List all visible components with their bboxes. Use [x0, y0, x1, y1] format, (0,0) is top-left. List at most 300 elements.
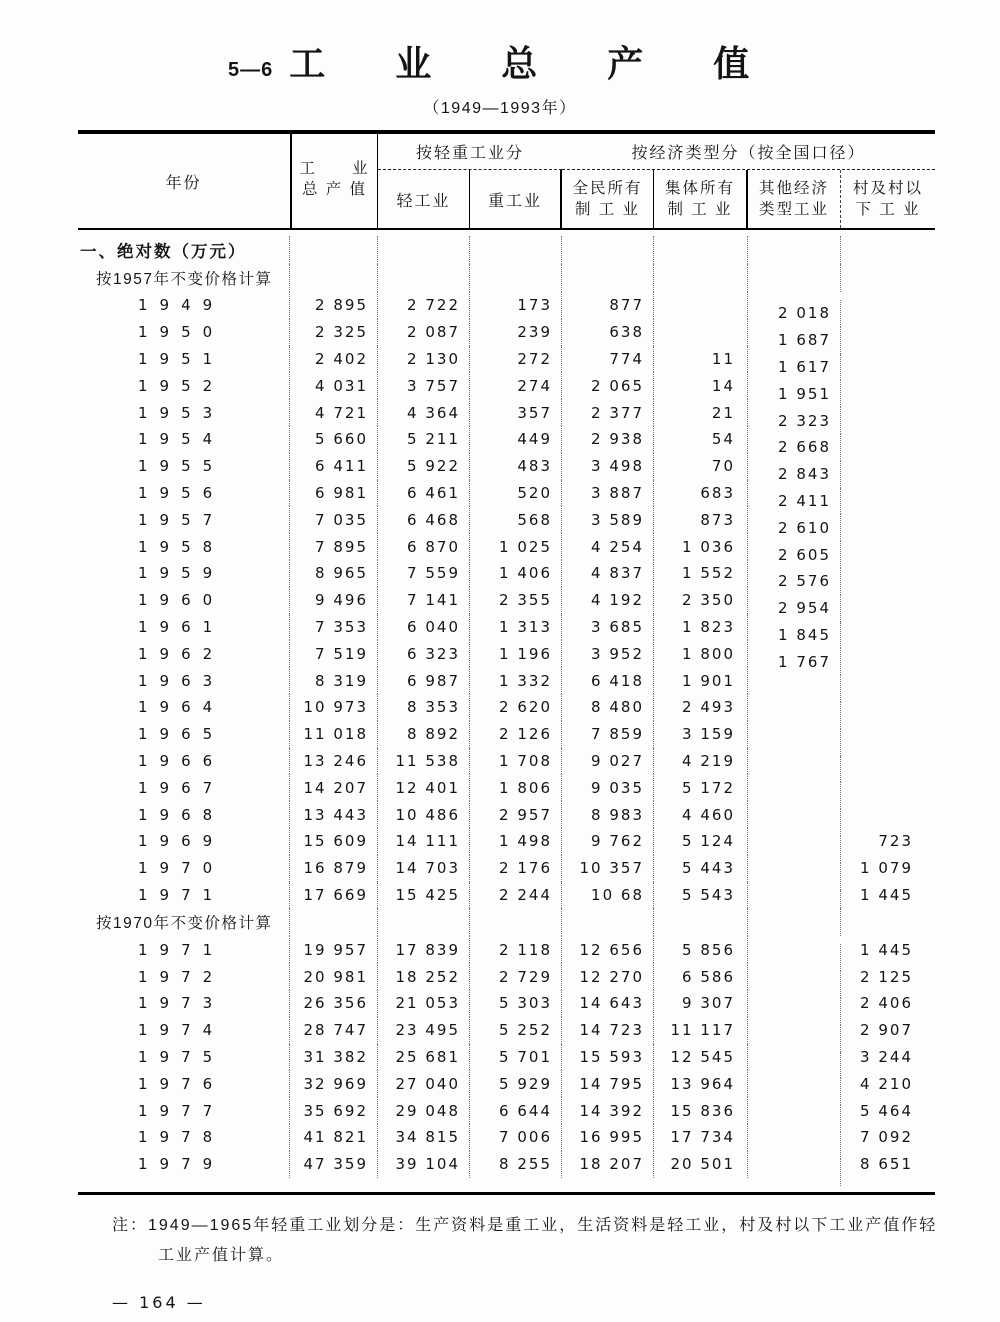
value-cell-other-economy	[748, 1105, 841, 1132]
value-cell-other-economy: 1 845	[748, 622, 841, 649]
value-cell-state-owned: 4 837	[562, 560, 654, 587]
value-cell-light-industry: 7 559	[378, 560, 470, 587]
value-cell-heavy-industry: 5 303	[470, 990, 562, 1017]
value-cell-village-below	[841, 801, 935, 828]
header-year	[78, 134, 290, 228]
year-cell: 1977	[78, 1097, 290, 1124]
year-cell: 1963	[78, 667, 290, 694]
value-cell-village-below: 8 651	[860, 1155, 913, 1174]
year-cell: 1949	[78, 292, 290, 319]
year-cell: 1975	[78, 1044, 290, 1071]
value-cell-light-industry: 25 681	[378, 1044, 470, 1071]
value-cell-state-owned: 14 643	[562, 990, 654, 1017]
label-row	[78, 230, 935, 264]
value-cell-other-economy	[748, 756, 841, 783]
header-other-line1: 其他经济	[758, 180, 829, 197]
year-cell: 1962	[78, 640, 290, 667]
year-cell: 1974	[78, 1017, 290, 1044]
value-cell-heavy-industry: 8 255	[470, 1151, 562, 1178]
year-cell: 1976	[78, 1070, 290, 1097]
value-cell-collective-owned: 1 823	[654, 614, 748, 641]
value-cell-other-economy: 1 687	[748, 327, 841, 354]
value-cell-other-economy: 2 411	[748, 488, 841, 515]
value-cell-state-owned: 2 065	[562, 372, 654, 399]
value-cell-state-owned: 2 938	[562, 426, 654, 453]
empty-cell	[378, 236, 470, 264]
value-cell-collective-owned: 5 856	[654, 936, 748, 963]
value-cell-other-economy	[748, 809, 841, 836]
value-cell-light-industry: 6 468	[378, 506, 470, 533]
value-cell-other-economy: 1 767	[748, 648, 841, 675]
value-cell-other-economy	[748, 836, 841, 863]
value-cell-heavy-industry: 2 126	[470, 721, 562, 748]
year-cell: 1970	[78, 855, 290, 882]
value-cell-collective-owned: 9 307	[654, 990, 748, 1017]
value-cell-state-owned: 3 498	[562, 453, 654, 480]
value-cell-total-output: 9 496	[290, 587, 378, 614]
value-cell-light-industry: 12 401	[378, 774, 470, 801]
value-cell-state-owned: 14 392	[562, 1097, 654, 1124]
value-cell-collective-owned: 4 460	[654, 801, 748, 828]
value-cell-collective-owned: 70	[654, 453, 748, 480]
value-cell-village-below: 4 210	[860, 1074, 913, 1093]
value-cell-total-output: 13 246	[290, 748, 378, 775]
value-cell-heavy-industry: 1 313	[470, 614, 562, 641]
value-cell-collective-owned: 4 219	[654, 748, 748, 775]
value-cell-state-owned: 8 983	[562, 801, 654, 828]
value-cell-light-industry: 14 111	[378, 828, 470, 855]
header-total-line2: 总 产 值	[301, 181, 368, 198]
value-cell-state-owned: 10 68	[562, 882, 654, 909]
page-title: 工业总产值	[289, 43, 820, 84]
value-cell-village-below: 5 464	[860, 1101, 913, 1120]
value-cell-village-below: 7 092	[860, 1128, 913, 1147]
value-cell-state-owned: 3 887	[562, 480, 654, 507]
value-cell-collective-owned: 6 586	[654, 963, 748, 990]
value-cell-village-below	[841, 453, 935, 480]
value-cell-village-below	[841, 292, 935, 319]
value-cell-light-industry: 18 252	[378, 963, 470, 990]
value-cell-light-industry: 39 104	[378, 1151, 470, 1178]
header-group-light-heavy: 按轻重工业分	[378, 134, 562, 170]
value-cell-total-output: 28 747	[290, 1017, 378, 1044]
value-cell-state-owned: 8 480	[562, 694, 654, 721]
value-cell-light-industry: 6 040	[378, 614, 470, 641]
value-cell-heavy-industry: 483	[470, 453, 562, 480]
page-number: — 164 —	[112, 1292, 206, 1312]
value-cell-heavy-industry: 239	[470, 319, 562, 346]
value-cell-light-industry: 17 839	[378, 936, 470, 963]
value-cell-collective-owned: 21	[654, 399, 748, 426]
header-village-line2: 下 工 业	[855, 201, 921, 218]
value-cell-other-economy: 2 610	[748, 514, 841, 541]
value-cell-state-owned: 2 377	[562, 399, 654, 426]
value-cell-village-below: 1 445	[860, 940, 913, 959]
header-year-left: 年	[165, 174, 184, 192]
value-cell-village-below: 2 406	[860, 994, 913, 1013]
header-state-line2: 制 工 业	[574, 201, 641, 218]
value-cell-village-below: 1 445	[860, 885, 913, 904]
value-cell-light-industry: 4 364	[378, 399, 470, 426]
value-cell-other-economy: 2 576	[748, 568, 841, 595]
value-cell-heavy-industry: 173	[470, 292, 562, 319]
value-cell-state-owned: 638	[562, 319, 654, 346]
value-cell-village-below	[841, 614, 935, 641]
year-cell: 1968	[78, 801, 290, 828]
year-cell: 1959	[78, 560, 290, 587]
value-cell-collective-owned: 2 493	[654, 694, 748, 721]
value-cell-light-industry: 21 053	[378, 990, 470, 1017]
header-village-below	[841, 170, 935, 228]
empty-cell	[748, 264, 841, 292]
value-cell-state-owned: 12 656	[562, 936, 654, 963]
year-cell: 1973	[78, 990, 290, 1017]
value-cell-other-economy: 2 018	[748, 300, 841, 327]
value-cell-light-industry: 23 495	[378, 1017, 470, 1044]
empty-cell	[470, 264, 562, 292]
value-cell-other-economy	[748, 998, 841, 1025]
value-cell-total-output: 6 411	[290, 453, 378, 480]
value-cell-state-owned: 6 418	[562, 667, 654, 694]
value-cell-other-economy: 2 954	[748, 595, 841, 622]
value-cell-state-owned: 877	[562, 292, 654, 319]
label-row	[78, 264, 935, 292]
value-cell-village-below	[841, 372, 935, 399]
value-cell-collective-owned: 11	[654, 346, 748, 373]
value-cell-other-economy	[748, 1025, 841, 1052]
value-cell-village-below: 2 907	[860, 1021, 913, 1040]
year-cell: 1978	[78, 1124, 290, 1151]
year-cell: 1966	[78, 748, 290, 775]
value-cell-total-output: 7 353	[290, 614, 378, 641]
value-cell-state-owned: 15 593	[562, 1044, 654, 1071]
value-cell-state-owned: 7 859	[562, 721, 654, 748]
footnote: 注：1949—1965年轻重工业划分是：生产资料是重工业，生活资料是轻工业，村及村以下工业产值作轻工业产值计算。	[112, 1216, 938, 1264]
value-cell-total-output: 6 981	[290, 480, 378, 507]
value-cell-light-industry: 2 722	[378, 292, 470, 319]
value-cell-village-below: 723	[878, 832, 913, 851]
header-light-industry: 轻工业	[378, 170, 470, 228]
table-row	[78, 936, 935, 963]
value-cell-other-economy: 2 668	[748, 434, 841, 461]
value-cell-state-owned: 3 952	[562, 640, 654, 667]
value-cell-collective-owned: 2 350	[654, 587, 748, 614]
value-cell-collective-owned: 1 552	[654, 560, 748, 587]
value-cell-heavy-industry: 1 498	[470, 828, 562, 855]
value-cell-state-owned: 18 207	[562, 1151, 654, 1178]
table-header	[78, 134, 935, 230]
year-cell: 1979	[78, 1151, 290, 1178]
empty-cell	[290, 264, 378, 292]
value-cell-total-output: 2 402	[290, 346, 378, 373]
value-cell-collective-owned: 20 501	[654, 1151, 748, 1178]
value-cell-total-output: 7 895	[290, 533, 378, 560]
header-group-economy-type: 按经济类型分（按全国口径）	[562, 134, 935, 170]
value-cell-other-economy	[748, 675, 841, 702]
value-cell-heavy-industry: 6 644	[470, 1097, 562, 1124]
header-collective-owned	[654, 170, 748, 228]
value-cell-village-below	[841, 346, 935, 373]
value-cell-other-economy	[748, 702, 841, 729]
value-cell-collective-owned: 1 036	[654, 533, 748, 560]
value-cell-total-output: 7 035	[290, 506, 378, 533]
value-cell-total-output: 5 660	[290, 426, 378, 453]
value-cell-other-economy	[748, 782, 841, 809]
value-cell-state-owned: 9 035	[562, 774, 654, 801]
value-cell-total-output: 16 879	[290, 855, 378, 882]
value-cell-village-below	[841, 480, 935, 507]
value-cell-heavy-industry: 1 332	[470, 667, 562, 694]
value-cell-collective-owned: 5 443	[654, 855, 748, 882]
value-cell-other-economy: 2 605	[748, 541, 841, 568]
empty-cell	[290, 236, 378, 264]
value-cell-light-industry: 6 323	[378, 640, 470, 667]
year-cell: 1960	[78, 587, 290, 614]
value-cell-light-industry: 10 486	[378, 801, 470, 828]
value-cell-other-economy	[748, 729, 841, 756]
value-cell-heavy-industry: 272	[470, 346, 562, 373]
value-cell-total-output: 14 207	[290, 774, 378, 801]
value-cell-total-output: 7 519	[290, 640, 378, 667]
value-cell-state-owned: 774	[562, 346, 654, 373]
header-year-right: 份	[183, 174, 202, 192]
empty-cell	[841, 908, 935, 936]
value-cell-collective-owned: 1 901	[654, 667, 748, 694]
value-cell-light-industry: 14 703	[378, 855, 470, 882]
value-cell-village-below: 1 079	[860, 859, 913, 878]
value-cell-collective-owned: 5 172	[654, 774, 748, 801]
value-cell-heavy-industry: 2 957	[470, 801, 562, 828]
value-cell-collective-owned: 683	[654, 480, 748, 507]
value-cell-total-output: 35 692	[290, 1097, 378, 1124]
value-cell-total-output: 4 031	[290, 372, 378, 399]
value-cell-other-economy	[748, 1132, 841, 1159]
value-cell-collective-owned: 1 800	[654, 640, 748, 667]
value-cell-total-output: 11 018	[290, 721, 378, 748]
year-cell: 1958	[78, 533, 290, 560]
value-cell-collective-owned: 15 836	[654, 1097, 748, 1124]
value-cell-light-industry: 34 815	[378, 1124, 470, 1151]
year-cell: 1971	[78, 936, 290, 963]
value-cell-other-economy	[748, 863, 841, 890]
value-cell-total-output: 31 382	[290, 1044, 378, 1071]
value-cell-total-output: 8 319	[290, 667, 378, 694]
page-subtitle: （1949—1993年）	[423, 100, 577, 117]
value-cell-heavy-industry: 5 252	[470, 1017, 562, 1044]
header-state-line1: 全民所有	[572, 180, 643, 197]
empty-cell	[562, 236, 654, 264]
value-cell-light-industry: 15 425	[378, 882, 470, 909]
year-cell: 1965	[78, 721, 290, 748]
value-cell-heavy-industry: 357	[470, 399, 562, 426]
year-cell: 1957	[78, 506, 290, 533]
value-cell-village-below	[841, 667, 935, 694]
empty-cell	[562, 264, 654, 292]
value-cell-collective-owned: 54	[654, 426, 748, 453]
value-cell-village-below: 3 244	[860, 1047, 913, 1066]
value-cell-heavy-industry: 2 729	[470, 963, 562, 990]
value-cell-total-output: 26 356	[290, 990, 378, 1017]
table-number: 5—6	[228, 59, 274, 81]
value-cell-state-owned: 9 762	[562, 828, 654, 855]
value-cell-heavy-industry: 1 025	[470, 533, 562, 560]
value-cell-heavy-industry: 2 118	[470, 936, 562, 963]
value-cell-village-below	[841, 774, 935, 801]
value-cell-collective-owned: 13 964	[654, 1070, 748, 1097]
header-total-line1: 工 业	[299, 160, 370, 177]
value-cell-village-below: 2 125	[860, 967, 913, 986]
value-cell-total-output: 41 821	[290, 1124, 378, 1151]
value-cell-village-below	[841, 506, 935, 533]
year-cell: 1953	[78, 399, 290, 426]
value-cell-collective-owned: 14	[654, 372, 748, 399]
year-cell: 1956	[78, 480, 290, 507]
header-heavy-industry: 重工业	[470, 170, 562, 228]
value-cell-heavy-industry: 449	[470, 426, 562, 453]
empty-cell	[841, 264, 935, 292]
value-cell-collective-owned	[654, 292, 748, 319]
value-cell-other-economy: 2 323	[748, 407, 841, 434]
year-cell: 1971	[78, 882, 290, 909]
value-cell-state-owned: 12 270	[562, 963, 654, 990]
year-cell: 1952	[78, 372, 290, 399]
value-cell-state-owned: 14 795	[562, 1070, 654, 1097]
price-base-label: 按1970年不变价格计算	[78, 908, 290, 936]
value-cell-total-output: 8 965	[290, 560, 378, 587]
value-cell-other-economy	[748, 944, 841, 971]
header-other-economy	[748, 170, 841, 228]
year-cell: 1950	[78, 319, 290, 346]
header-collective-line1: 集体所有	[664, 180, 735, 197]
value-cell-state-owned: 16 995	[562, 1124, 654, 1151]
value-cell-light-industry: 29 048	[378, 1097, 470, 1124]
header-other-line2: 类型工业	[758, 201, 829, 218]
header-collective-line2: 制 工 业	[667, 201, 733, 218]
value-cell-village-below	[841, 426, 935, 453]
value-cell-light-industry: 27 040	[378, 1070, 470, 1097]
value-cell-light-industry: 2 087	[378, 319, 470, 346]
value-cell-collective-owned: 11 117	[654, 1017, 748, 1044]
value-cell-state-owned: 14 723	[562, 1017, 654, 1044]
year-cell: 1961	[78, 614, 290, 641]
value-cell-state-owned: 4 254	[562, 533, 654, 560]
section-label: 一、绝对数（万元）	[78, 236, 290, 264]
value-cell-village-below	[841, 694, 935, 721]
value-cell-collective-owned: 5 543	[654, 882, 748, 909]
empty-cell	[470, 236, 562, 264]
value-cell-collective-owned	[654, 319, 748, 346]
empty-cell	[378, 264, 470, 292]
value-cell-collective-owned: 5 124	[654, 828, 748, 855]
year-cell: 1972	[78, 963, 290, 990]
value-cell-collective-owned: 17 734	[654, 1124, 748, 1151]
value-cell-collective-owned: 873	[654, 506, 748, 533]
value-cell-village-below	[841, 399, 935, 426]
value-cell-heavy-industry: 2 244	[470, 882, 562, 909]
value-cell-village-below	[841, 533, 935, 560]
value-cell-light-industry: 6 987	[378, 667, 470, 694]
header-state-owned	[562, 170, 654, 228]
value-cell-heavy-industry: 1 196	[470, 640, 562, 667]
value-cell-heavy-industry: 1 406	[470, 560, 562, 587]
value-cell-total-output: 2 325	[290, 319, 378, 346]
data-table	[78, 130, 935, 1195]
value-cell-heavy-industry: 1 806	[470, 774, 562, 801]
value-cell-heavy-industry: 1 708	[470, 748, 562, 775]
value-cell-other-economy	[748, 971, 841, 998]
value-cell-other-economy	[748, 1052, 841, 1079]
empty-cell	[290, 908, 378, 936]
year-cell: 1954	[78, 426, 290, 453]
empty-cell	[654, 264, 748, 292]
value-cell-other-economy: 1 951	[748, 380, 841, 407]
value-cell-village-below	[841, 560, 935, 587]
value-cell-light-industry: 6 870	[378, 533, 470, 560]
value-cell-total-output: 2 895	[290, 292, 378, 319]
value-cell-light-industry: 8 892	[378, 721, 470, 748]
value-cell-total-output: 32 969	[290, 1070, 378, 1097]
value-cell-light-industry: 5 922	[378, 453, 470, 480]
value-cell-total-output: 15 609	[290, 828, 378, 855]
value-cell-village-below	[841, 640, 935, 667]
value-cell-state-owned: 3 685	[562, 614, 654, 641]
value-cell-state-owned: 3 589	[562, 506, 654, 533]
header-total-output	[290, 134, 378, 228]
table-body	[78, 230, 935, 1192]
value-cell-total-output: 4 721	[290, 399, 378, 426]
value-cell-village-below	[841, 721, 935, 748]
value-cell-collective-owned: 3 159	[654, 721, 748, 748]
empty-cell	[470, 908, 562, 936]
value-cell-heavy-industry: 274	[470, 372, 562, 399]
value-cell-heavy-industry: 520	[470, 480, 562, 507]
value-cell-state-owned: 10 357	[562, 855, 654, 882]
value-cell-total-output: 13 443	[290, 801, 378, 828]
value-cell-light-industry: 11 538	[378, 748, 470, 775]
empty-cell	[562, 908, 654, 936]
value-cell-other-economy	[748, 1078, 841, 1105]
value-cell-total-output: 20 981	[290, 963, 378, 990]
value-cell-light-industry: 7 141	[378, 587, 470, 614]
value-cell-state-owned: 4 192	[562, 587, 654, 614]
value-cell-other-economy	[748, 890, 841, 917]
title-row	[228, 36, 1000, 87]
year-cell: 1969	[78, 828, 290, 855]
year-cell: 1967	[78, 774, 290, 801]
value-cell-light-industry: 2 130	[378, 346, 470, 373]
value-cell-heavy-industry: 7 006	[470, 1124, 562, 1151]
value-cell-heavy-industry: 2 355	[470, 587, 562, 614]
empty-cell	[654, 908, 748, 936]
value-cell-total-output: 17 669	[290, 882, 378, 909]
value-cell-light-industry: 6 461	[378, 480, 470, 507]
value-cell-total-output: 19 957	[290, 936, 378, 963]
value-cell-collective-owned: 12 545	[654, 1044, 748, 1071]
year-cell: 1955	[78, 453, 290, 480]
value-cell-other-economy: 1 617	[748, 354, 841, 381]
year-cell: 1951	[78, 346, 290, 373]
value-cell-village-below	[841, 748, 935, 775]
value-cell-total-output: 10 973	[290, 694, 378, 721]
value-cell-heavy-industry: 5 929	[470, 1070, 562, 1097]
table-row	[78, 292, 935, 323]
value-cell-other-economy: 2 843	[748, 461, 841, 488]
value-cell-other-economy	[748, 1159, 841, 1186]
value-cell-light-industry: 8 353	[378, 694, 470, 721]
value-cell-light-industry: 5 211	[378, 426, 470, 453]
value-cell-light-industry: 3 757	[378, 372, 470, 399]
header-village-line1: 村及村以	[852, 180, 923, 197]
